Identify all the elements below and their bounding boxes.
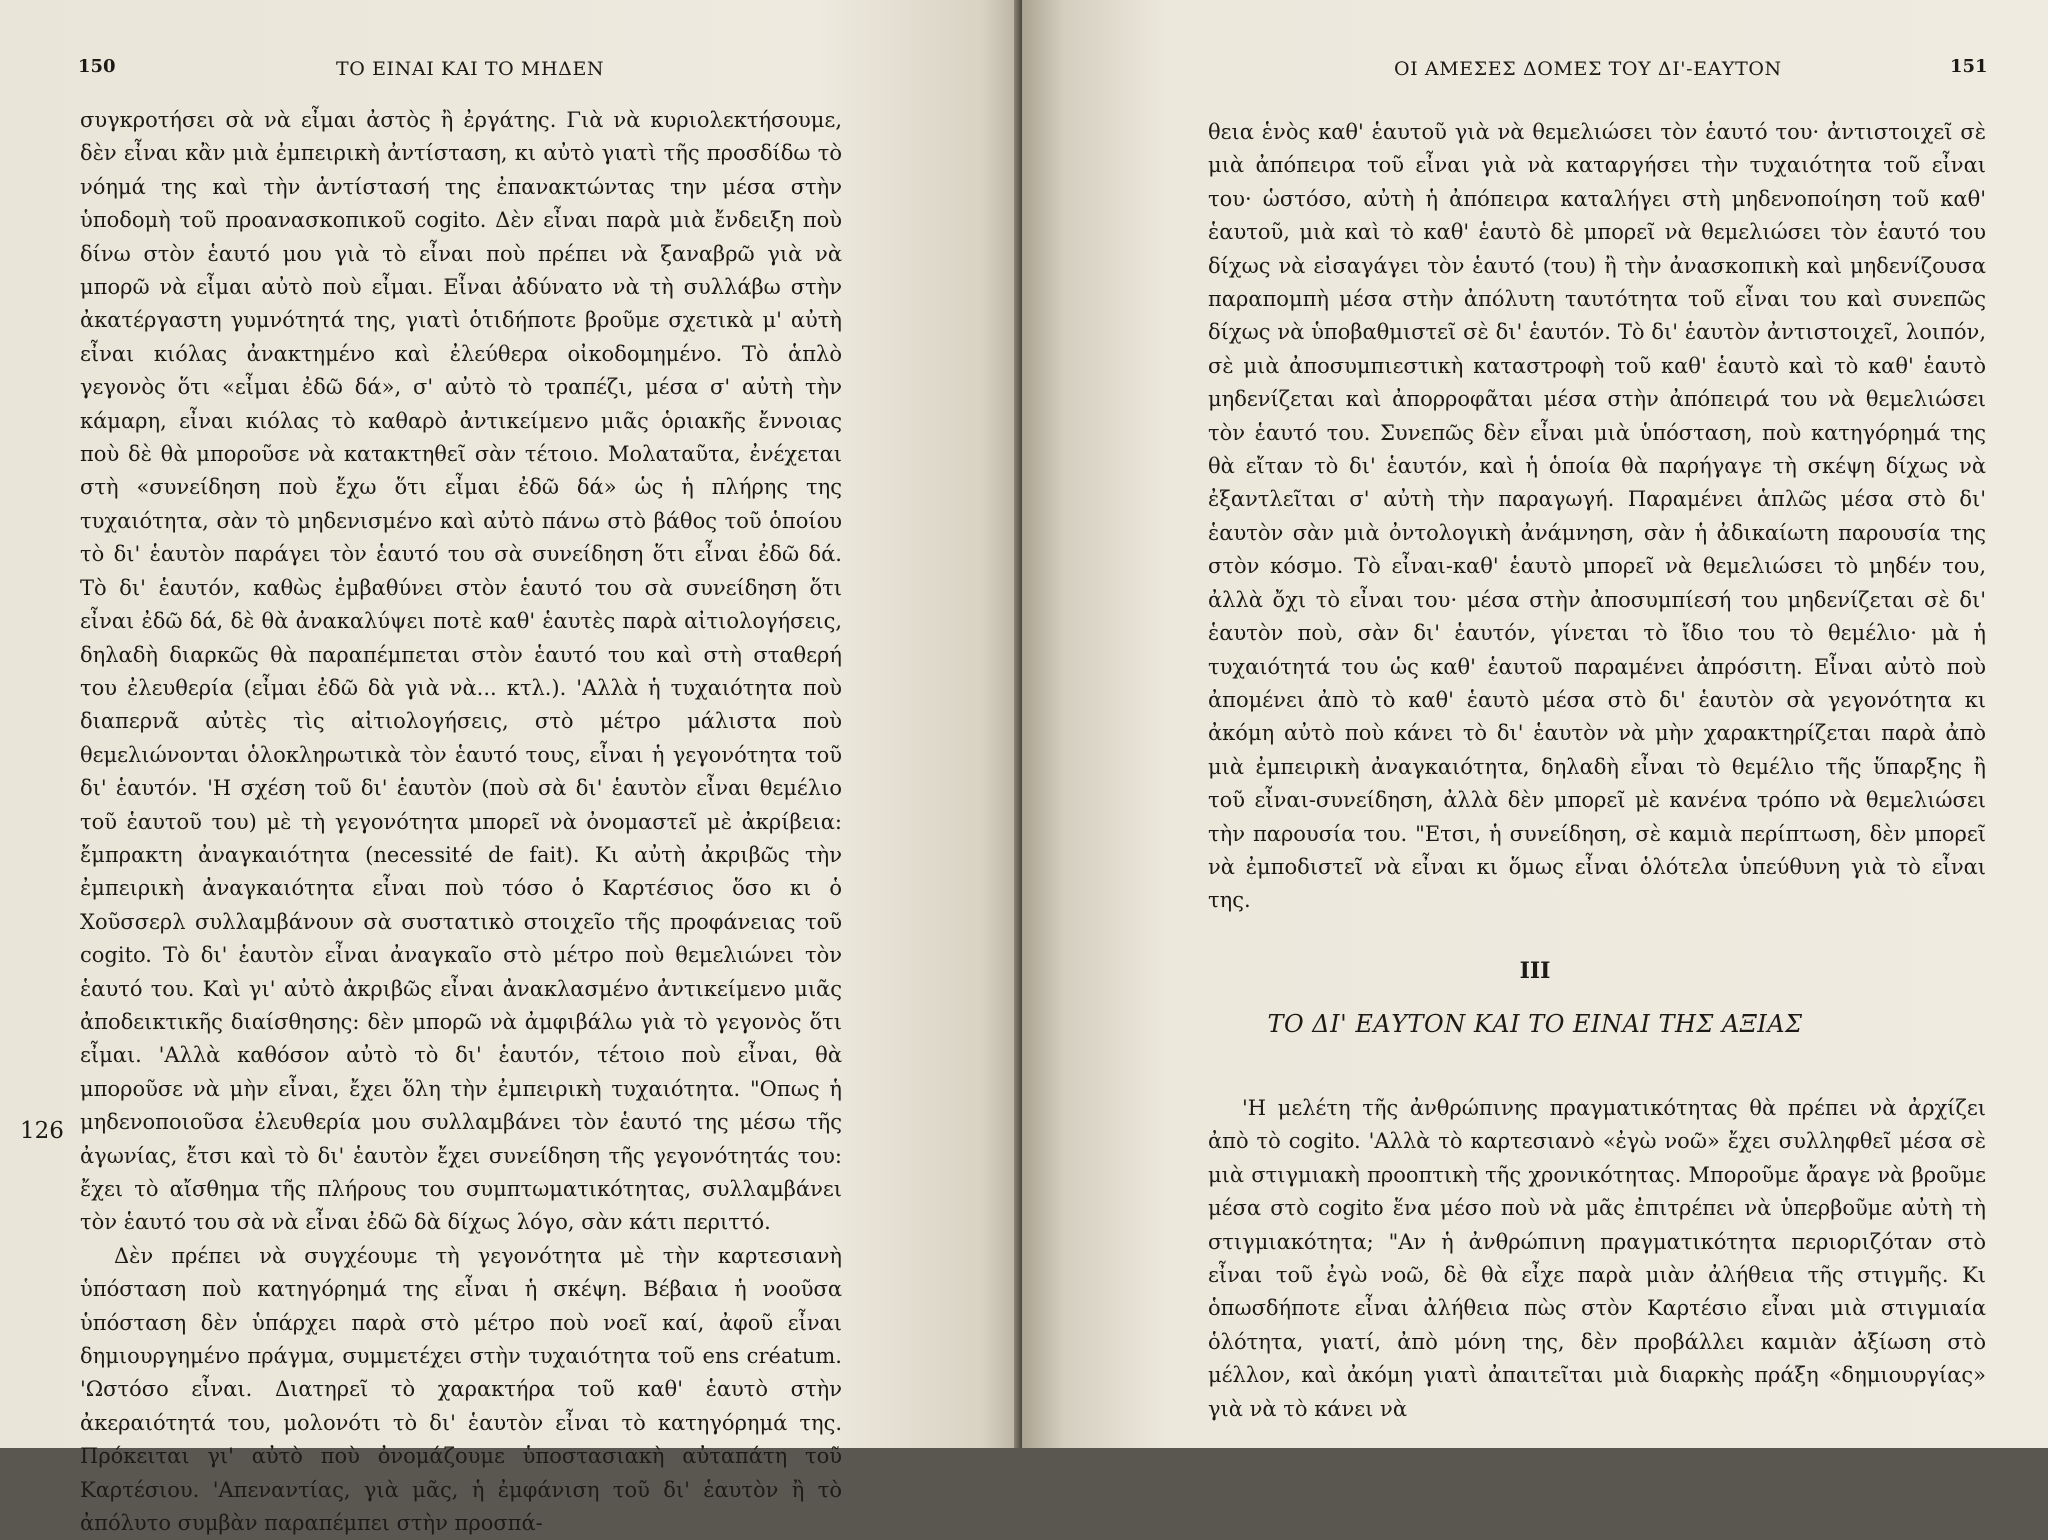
right-page-text-top (1208, 116, 1986, 918)
right-page-text-bottom (1208, 1092, 1986, 1426)
page-number-right: 151 (1950, 56, 1988, 77)
page-number-left: 150 (78, 56, 116, 77)
section-number: III (1519, 958, 1551, 984)
left-page (0, 0, 1022, 1536)
right-paragraph-2: 'Η μελέτη τῆς ἀνθρώπινης πραγματικότητας θὰ πρέπει νὰ ἀρχίζει ἀπὸ τὸ cogito. 'Αλλὰ τὸ καρτεσιανὸ «ἐγὼ νοῶ» ἔχει συλληφθεῖ μέσα σὲ μιὰ στιγμιακὴ προοπτικὴ τῆς χρονικότητας. Μποροῦμε ἄραγε νὰ βροῦμε μέσα στὸ cogito ἕνα μέσο ποὺ νὰ μᾶς ἐπιτρέπει νὰ ὑπερβοῦμε αὐτὴ τὴ στιγμιακότητα; "Αν ἡ ἀνθρώπινη πραγματικότητα περιοριζόταν στὸ εἶναι τοῦ ἐγὼ νοῶ, δὲ θὰ εἶχε παρὰ μιὰν ἀλήθεια τῆς στιγμῆς. Κι ὁπωσδήποτε εἶναι ἀλήθεια πὼς στὸν Καρτέσιο εἶναι μιὰ στιγμιαία ὁλότητα, γιατί, ἀπὸ μόνη της, δὲν προβάλλει καμιὰν ἀξίωση στὸ μέλλον, καὶ ἀκόμη γιατὶ ἀπαιτεῖται μιὰ διαρκὴς πράξη «δημιουργίας» γιὰ νὰ τὸ κάνει νὰ (1208, 1096, 1986, 1421)
left-paragraph-1: συγκροτήσει σὰ νὰ εἶμαι ἀστὸς ἢ ἐργάτης. Γιὰ νὰ κυριολεκτήσουμε, δὲν εἶναι κἂν μιὰ ἐμπειρικὴ ἀντίσταση, κι αὐτὸ γιατὶ τῆς προσδίδω τὸ νόημά της καὶ τὴν ἀντίστασή της ἐπανακτώντας την μέσα στὴν ὑποδομὴ τοῦ προανασκοπικοῦ cogito. Δὲν εἶναι παρὰ μιὰ ἔνδειξη ποὺ δίνω στὸν ἑαυτό μου γιὰ τὸ εἶναι ποὺ πρέπει νὰ ξαναβρῶ γιὰ νὰ μπορῶ νὰ εἶμαι αὐτὸ ποὺ εἶμαι. Εἶναι ἀδύνατο νὰ τὴ συλλάβω στὴν ἀκατέργαστη γυμνότητά της, γιατὶ ὁτιδήποτε βροῦμε σχετικὰ μ' αὐτὴ εἶναι κιόλας ἀνακτημένο καὶ ἐλεύθερα οἰκοδομημένο. Τὸ ἁπλὸ γεγονὸς ὅτι «εἶμαι ἐδῶ δά», σ' αὐτὸ τὸ τραπέζι, μέσα σ' αὐτὴ τὴν κάμαρη, εἶναι κιόλας τὸ καθαρὸ ἀντικείμενο μιᾶς ὁριακῆς ἔννοιας ποὺ δὲ θὰ μποροῦσε νὰ κατακτηθεῖ σὰν τέτοιο. Μολαταῦτα, ἐνέχεται στὴ «συνείδηση ποὺ ἔχω ὅτι εἶμαι ἐδῶ δά» ὡς ἡ πλήρης της τυχαιότητα, σὰν τὸ μηδενισμένο καὶ αὐτὸ πάνω στὸ βάθος τοῦ ὁποίου τὸ δι' ἑαυτὸν παράγει τὸν ἑαυτό του σὰ συνείδηση ὅτι εἶναι ἐδῶ δά. Τὸ δι' ἑαυτόν, καθὼς ἐμβαθύνει στὸν ἑαυτό του σὰ συνείδηση ὅτι εἶναι ἐδῶ δά, δὲ θὰ ἀνακαλύψει ποτὲ καθ' ἑαυτὲς παρὰ αἰτιολογήσεις, δηλαδὴ διαρκῶς θὰ παραπέμπεται στὸν ἑαυτό του καὶ στὴ σταθερή του ἐλευθερία (εἶμαι ἐδῶ δὰ γιὰ νὰ... κτλ.). 'Αλλὰ ἡ τυχαιότητα ποὺ διαπερνᾶ αὐτὲς τὶς αἰτιολογήσεις, στὸ μέτρο μάλιστα ποὺ θεμελιώνονται ὁλοκληρωτικὰ τὸν ἑαυτό τους, εἶναι ἡ γεγονότητα τοῦ δι' ἑαυτόν. 'Η σχέση τοῦ δι' ἑαυτὸν (ποὺ σὰ δι' ἑαυτὸν εἶναι θεμέλιο τοῦ ἑαυτοῦ του) μὲ τὴ γεγονότητα μπορεῖ νὰ ὀνομαστεῖ μὲ ἀκρίβεια: ἔμπρακτη ἀναγκαιότητα (necessité de fait). Κι αὐτὴ ἀκριβῶς τὴν ἐμπειρικὴ ἀναγκαιότητα εἶναι ποὺ τόσο ὁ Καρτέσιος ὅσο κι ὁ Χοῦσσερλ συλλαμβάνουν σὰ συστατικὸ στοιχεῖο τῆς προφάνειας τοῦ cogito. Τὸ δι' ἑαυτὸν εἶναι ἀναγκαῖο στὸ μέτρο ποὺ θεμελιώνει τὸν ἑαυτό του. Καὶ γι' αὐτὸ ἀκριβῶς εἶναι ἀνακλασμένο ἀντικείμενο μιᾶς ἀποδεικτικῆς διαίσθησης: δὲν μπορῶ νὰ ἀμφιβάλω γιὰ τὸ γεγονὸς ὅτι εἶμαι. 'Αλλὰ καθόσον αὐτὸ τὸ δι' ἑαυτόν, τέτοιο ποὺ εἶναι, θὰ μποροῦσε νὰ μὴν εἶναι, ἔχει ὅλη τὴν ἐμπειρικὴ τυχαιότητα. "Οπως ἡ μηδενοποιοῦσα ἐλευθερία μου συλλαμβάνει τὸν ἑαυτό της μέσω τῆς ἀγωνίας, ἔτσι καὶ τὸ δι' ἑαυτὸν ἔχει συνείδηση τῆς γεγονότητάς του: ἔχει τὸ αἴσθημα τῆς πλήρους του συμπτωματικότητας, συλλαμβάνει τὸν ἑαυτό του σὰ νὰ εἶναι ἐδῶ δὰ δίχως λόγο, σὰν κάτι περιττό. (80, 108, 842, 1235)
right-paragraph-1: θεια ἑνὸς καθ' ἑαυτοῦ γιὰ νὰ θεμελιώσει τὸν ἑαυτό του· ἀντιστοιχεῖ σὲ μιὰ ἀπόπειρα τοῦ εἶναι γιὰ νὰ καταργήσει τὴν τυχαιότητα τοῦ εἶναι του· ὡστόσο, αὐτὴ ἡ ἀπόπειρα καταλήγει στὴ μηδενοποίηση τοῦ καθ' ἑαυτοῦ, μιὰ καὶ τὸ καθ' ἑαυτὸ δὲ μπορεῖ νὰ θεμελιώσει τὸν ἑαυτό του δίχως νὰ εἰσαγάγει τὸν ἑαυτό (του) ἢ τὴν ἀνασκοπικὴ καὶ μηδενίζουσα παραπομπὴ μέσα στὴν ἀπόλυτη ταυτότητα τοῦ εἶναι του καὶ συνεπῶς δίχως νὰ ὑποβαθμιστεῖ σὲ δι' ἑαυτόν. Τὸ δι' ἑαυτὸν ἀντιστοιχεῖ, λοιπόν, σὲ μιὰ ἀποσυμπιεστικὴ καταστροφὴ τοῦ καθ' ἑαυτὸ καὶ τὸ καθ' ἑαυτὸ μηδενίζεται καὶ ἀπορροφᾶται μέσα στὴν ἀπόπειρά του νὰ θεμελιώσει τὸν ἑαυτό του. Συνεπῶς δὲν εἶναι μιὰ ὑπόσταση, ποὺ κατηγόρημά της θὰ εἴταν τὸ δι' ἑαυτόν, καὶ ἡ ὁποία θὰ παρήγαγε τὴ σκέψη δίχως νὰ ἐξαντλεῖται σ' αὐτὴ τὴν παραγωγή. Παραμένει ἁπλῶς μέσα στὸ δι' ἑαυτὸν σὰν μιὰ ὀντολογικὴ ἀνάμνηση, σὰν ἡ ἀδικαίωτη παρουσία της στὸν κόσμο. Τὸ εἶναι-καθ' ἑαυτὸ μπορεῖ νὰ θεμελιώσει τὸ μηδέν του, ἀλλὰ ὄχι τὸ εἶναι του· μέσα στὴν ἀποσυμπίεσή του μηδενίζεται σὲ δι' ἑαυτὸν ποὺ, σὰν δι' ἑαυτόν, γίνεται τὸ ἴδιο του τὸ θεμέλιο· μὰ ἡ τυχαιότητά του ὡς καθ' ἑαυτοῦ παραμένει ἀπρόσιτη. Εἶναι αὐτὸ ποὺ ἀπομένει ἀπὸ τὸ καθ' ἑαυτὸ μέσα στὸ δι' ἑαυτὸν σὰ γεγονότητα κι ἀκόμη αὐτὸ ποὺ κάνει τὸ δι' ἑαυτὸν νὰ μὴν χαρακτηρίζεται παρὰ ἀπὸ μιὰ ἐμπειρικὴ ἀναγκαιότητα, δηλαδὴ εἶναι τὸ θεμέλιο τῆς ὕπαρξης ἢ τοῦ εἶναι-συνείδηση, ἀλλὰ δὲν μπορεῖ μὲ κανένα τρόπο νὰ θεμελιώσει τὴν παρουσία του. "Ετσι, ἡ συνείδηση, σὲ καμιὰ περίπτωση, δὲν μπορεῖ νὰ ἐμποδιστεῖ νὰ εἶναι κι ὅμως εἶναι ὁλότελα ὑπεύθυνη γιὰ τὸ εἶναι της. (1208, 120, 1986, 913)
section-title: ΤΟ ΔΙ' ΕΑΥΤΟΝ ΚΑΙ ΤΟ ΕΙΝΑΙ ΤΗΣ ΑΞΙΑΣ (1267, 1010, 1803, 1038)
running-head-left: ΤΟ ΕΙΝΑΙ ΚΑΙ ΤΟ ΜΗΔΕΝ (336, 58, 605, 80)
left-page-text (80, 104, 842, 1540)
left-paragraph-2: Δὲν πρέπει νὰ συγχέουμε τὴ γεγονότητα μὲ τὴν καρτεσιανὴ ὑπόσταση ποὺ κατηγόρημά της εἶναι ἡ σκέψη. Βέβαια ἡ νοοῦσα ὑπόσταση δὲν ὑπάρχει παρὰ στὸ μέτρο ποὺ νοεῖ καί, ἀφοῦ εἶναι δημιουργημένο πράγμα, συμμετέχει στὴν τυχαιότητα τοῦ ens créatum. 'Ωστόσο εἶναι. Διατηρεῖ τὸ χαρακτήρα τοῦ καθ' ἑαυτὸ στὴν ἀκεραιότητά του, μολονότι τὸ δι' ἑαυτὸν εἶναι τὸ κατηγόρημά της. Πρόκειται γι' αὐτὸ ποὺ ὀνομάζουμε ὑποστασιακὴ αὐταπάτη τοῦ Καρτέσιου. 'Απεναντίας, γιὰ μᾶς, ἡ ἐμφάνιση τοῦ δι' ἑαυτὸν ἢ τὸ ἀπόλυτο συμβὰν παραπέμπει στὴν προσπά- (80, 1243, 842, 1536)
running-head-right: ΟΙ ΑΜΕΣΕΣ ΔΟΜΕΣ ΤΟΥ ΔΙ'-ΕΑΥΤΟΝ (1394, 58, 1782, 80)
margin-reference-number: 126 (20, 1118, 64, 1144)
